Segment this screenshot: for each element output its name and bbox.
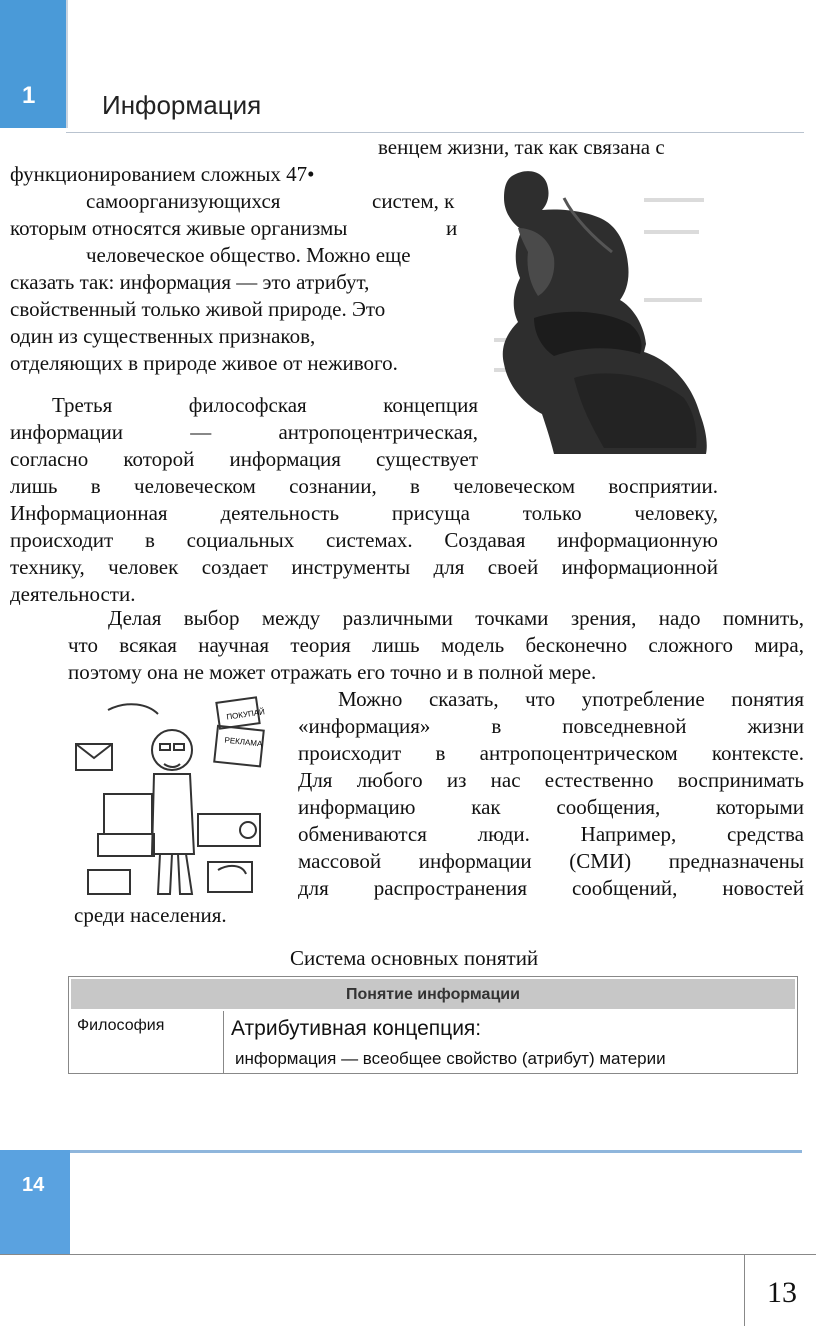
- text-line: происходит в социальных системах. Создавая информационную: [10, 528, 718, 552]
- text-line: функционированием сложных 47•: [10, 162, 315, 186]
- text-line: лишь в человеческом сознании, в человеческом восприятии.: [10, 474, 718, 498]
- header-divider: [66, 132, 804, 133]
- footer-divider: [0, 1150, 802, 1153]
- bottom-divider: [0, 1254, 816, 1255]
- page-number-box: [744, 1254, 816, 1326]
- text-line: отделяющих в природе живое от неживого.: [10, 351, 398, 375]
- text-line: систем, к: [372, 189, 455, 213]
- table-header: Понятие информации: [71, 979, 795, 1009]
- table-concept-text: информация — всеобщее свойство (атрибут) материи: [235, 1049, 666, 1068]
- chapter-number: 1: [22, 82, 36, 109]
- text-line: «информация» в повседневной жизни: [298, 714, 804, 738]
- concepts-table: [68, 976, 798, 1074]
- text-line: Информационная деятельность присуща только человеку,: [10, 501, 718, 525]
- text-line: Можно сказать, что употребление понятия: [338, 687, 804, 711]
- chapter-title: Информация: [102, 90, 262, 120]
- page-number: 13: [767, 1276, 797, 1309]
- table-concept-title: Атрибутивная концепция:: [231, 1017, 482, 1040]
- text-line: свойственный только живой природе. Это: [10, 297, 386, 321]
- text-line: венцем жизни, так как связана с: [378, 135, 665, 159]
- text-line: массовой информации (СМИ) предназначены: [298, 849, 804, 873]
- text-line: деятельности.: [10, 582, 136, 606]
- text-line: что всякая научная теория лишь модель бесконечно сложного мира,: [68, 633, 804, 657]
- table-row-label: Философия: [77, 1017, 165, 1034]
- chapter-tab: [0, 0, 68, 128]
- cartoon-person-with-media-image: [68, 694, 280, 908]
- text-line: информацию как сообщения, которыми: [298, 795, 804, 819]
- text-line: и: [446, 216, 458, 240]
- text-line: среди населения.: [74, 903, 227, 927]
- table-divider: [223, 1011, 224, 1073]
- text-line: Делая выбор между различными точками зрения, надо помнить,: [108, 606, 804, 630]
- text-line: для распространения сообщений, новостей: [298, 876, 804, 900]
- text-line: которым относятся живые организмы: [10, 216, 348, 240]
- text-line: один из существенных признаков,: [10, 324, 316, 348]
- table-caption: Система основных понятий: [290, 946, 539, 970]
- text-line: технику, человек создает инструменты для своей информационной: [10, 555, 718, 579]
- cartoon-sign-text: ПОКУПАЙ: [225, 707, 266, 722]
- cartoon-news-text: РЕКЛАМА: [224, 735, 263, 749]
- text-line: самоорганизующихся: [86, 189, 281, 213]
- text-line: обмениваются люди. Например, средства: [298, 822, 804, 846]
- thinker-statue-image: [494, 168, 714, 456]
- text-line: информации — антропоцентрическая,: [10, 420, 478, 444]
- text-line: человеческое общество. Можно еще: [86, 243, 411, 267]
- text-line: Для любого из нас естественно воспринимать: [298, 768, 804, 792]
- text-line: согласно которой информация существует: [10, 447, 478, 471]
- text-line: происходит в антропоцентрическом контексте.: [298, 741, 804, 765]
- footer-tab-number: 14: [22, 1174, 45, 1196]
- footer-tab: [0, 1150, 70, 1254]
- text-line: Третья философская концепция: [52, 393, 478, 417]
- text-line: сказать так: информация — это атрибут,: [10, 270, 370, 294]
- text-line: поэтому она не может отражать его точно и в полной мере.: [68, 660, 597, 684]
